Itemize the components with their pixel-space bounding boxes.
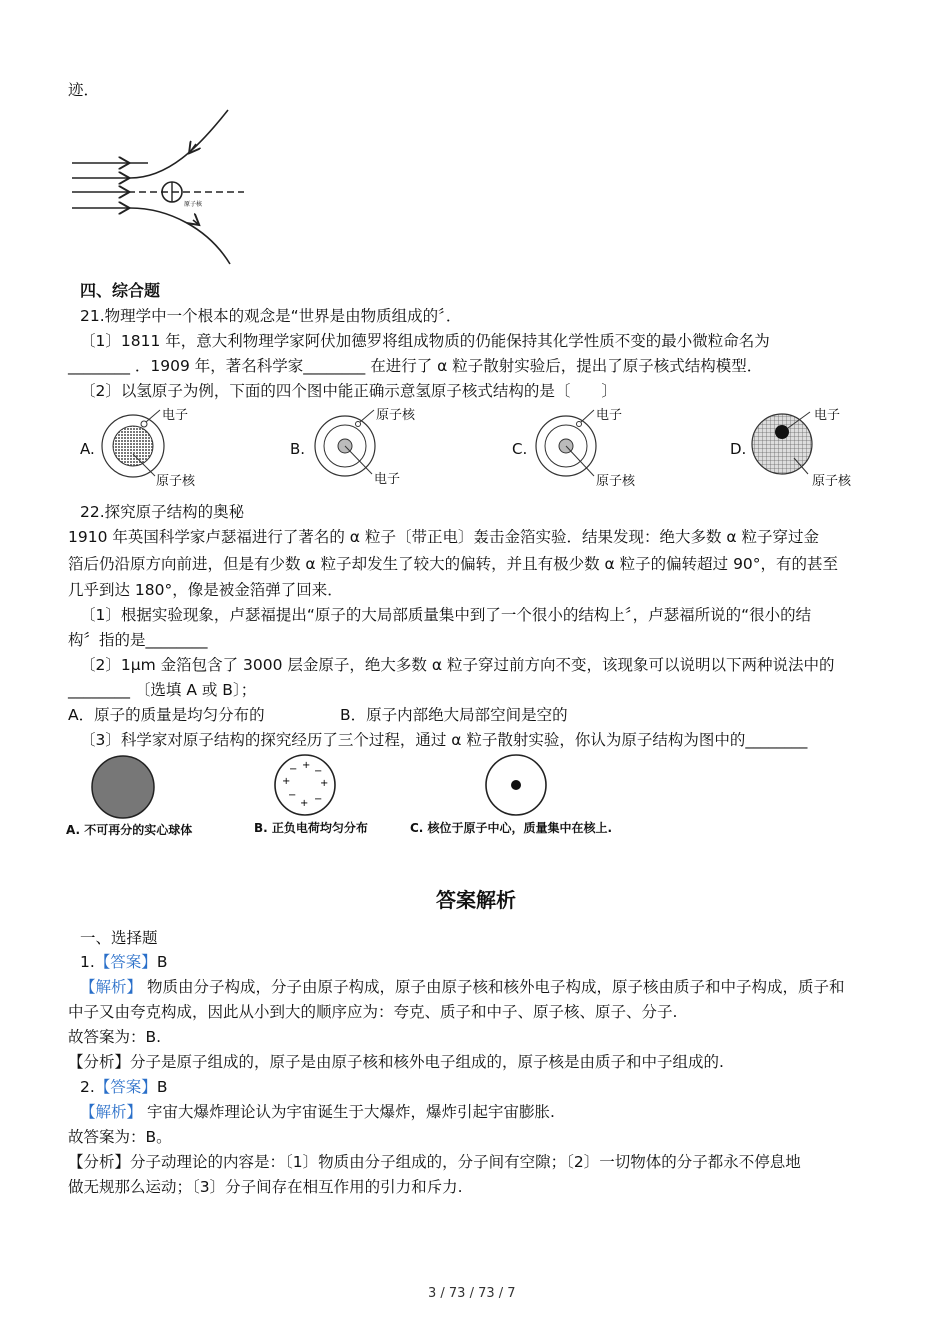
- q22-intro-line2: 箔后仍沿原方向前进，但是有少数 α 粒子却发生了较大的偏转，并且有极少数 α 粒子的偏转超过 90°，有的甚至: [68, 555, 839, 573]
- q22-part2: 〔2〕1μm 金箔包含了 3000 层金原子，绝大多数 α 粒子穿过前方向不变，该现象可以说明以下两种说法中的: [80, 656, 835, 674]
- svg-text:+: +: [282, 776, 291, 787]
- answer-2-fenxi-cont: 做无规那么运动；〔3〕分子间存在相互作用的引力和斥力.: [68, 1178, 463, 1196]
- q22-title: 22.探究原子结构的奥秘: [80, 503, 245, 521]
- answer-1-final: 故答案为：B.: [68, 1028, 162, 1046]
- svg-text:原子核: 原子核: [184, 201, 203, 208]
- model-b-caption: B. 正负电荷均匀分布: [254, 821, 368, 835]
- q22-choice-b: B．原子内部绝大局部空间是空的: [340, 706, 568, 724]
- section-heading: 四、综合题: [80, 281, 161, 300]
- option-c-letter: C.: [512, 440, 528, 458]
- q22-choice-a: A．原子的质量是均匀分布的: [68, 706, 265, 724]
- q22-part1-cont: 构〞指的是________: [68, 631, 208, 649]
- option-a-letter: A.: [80, 440, 95, 458]
- option-d-letter: D.: [730, 440, 747, 458]
- answer-2-final: 故答案为：B。: [68, 1128, 172, 1146]
- model-c-nuclear: [483, 752, 553, 822]
- analysis-tag: 【解析】: [80, 1103, 143, 1121]
- svg-text:−: −: [288, 790, 297, 801]
- option-d-bottom-label: 原子核: [812, 474, 852, 489]
- answer-heading: 答案解析: [436, 888, 516, 912]
- model-a-solid-sphere: [90, 754, 160, 824]
- page-footer: 3 / 73 / 73 / 7: [428, 1286, 516, 1301]
- option-a-bottom-label: 原子核: [156, 474, 196, 489]
- answer-1-analysis-cont: 中子又由夸克构成，因此从小到大的顺序应为：夸克、质子和中子、原子核、原子、分子.: [68, 1003, 678, 1021]
- svg-text:+: +: [302, 760, 311, 771]
- svg-text:+: +: [300, 798, 309, 809]
- answer-1-line: 1.【答案】B: [80, 953, 168, 971]
- q22-part3: 〔3〕科学家对原子结构的探究经历了三个过程，通过 α 粒子散射实验，你认为原子结构为图中的________: [80, 731, 808, 749]
- answer-tag: 【答案】: [94, 953, 157, 971]
- model-b-plum-pudding: [272, 752, 342, 822]
- option-b-bottom-label: 电子: [374, 472, 401, 487]
- answer-tag: 【答案】: [94, 1078, 157, 1096]
- alpha-scattering-diagram: [68, 108, 248, 268]
- option-c-bottom-label: 原子核: [596, 474, 636, 489]
- answer-2-analysis: 【解析】 宇宙大爆炸理论认为宇宙诞生于大爆炸，爆炸引起宇宙膨胀.: [80, 1103, 555, 1121]
- answer-2-line: 2.【答案】B: [80, 1078, 168, 1096]
- option-d-top-label: 电子: [814, 408, 841, 423]
- q21-stem: 21.物理学中一个根本的观念是“世界是由物质组成的〞．: [80, 307, 462, 325]
- answer-section-title: 一、选择题: [80, 929, 158, 947]
- svg-text:−: −: [289, 764, 298, 775]
- svg-text:−: −: [314, 794, 323, 805]
- answer-2-fenxi: 【分析】分子动理论的内容是：〔1〕物质由分子组成的，分子间有空隙；〔2〕一切物体的分子都永不停息地: [68, 1153, 801, 1171]
- model-c-caption: C. 核位于原子中心，质量集中在核上.: [410, 821, 613, 835]
- model-a-caption: A. 不可再分的实心球体: [66, 823, 193, 837]
- option-b-letter: B.: [290, 440, 306, 458]
- top-fragment: 迹．: [68, 81, 100, 99]
- answer-1-fenxi: 【分析】分子是原子组成的，原子是由原子核和核外电子组成的，原子核是由质子和中子组成的.: [68, 1053, 724, 1071]
- q21-part1: 〔1〕1811 年，意大利物理学家阿伏加德罗将组成物质的仍能保持其化学性质不变的最小微粒命名为: [80, 332, 770, 350]
- analysis-tag: 【解析】: [80, 978, 143, 996]
- q22-part1: 〔1〕根据实验现象，卢瑟福提出“原子的大局部质量集中到了一个很小的结构上〞，卢瑟福所说的“很小的结: [80, 606, 812, 624]
- svg-text:+: +: [320, 778, 329, 789]
- q21-part1-cont: ________ ．1909 年，著名科学家________ 在进行了 α 粒子散射实验后，提出了原子核式结构模型．: [68, 357, 763, 375]
- svg-text:−: −: [314, 766, 323, 777]
- option-a-top-label: 电子: [162, 408, 189, 423]
- q21-part2: 〔2〕以氢原子为例，下面的四个图中能正确示意氢原子核式结构的是〔 〕: [80, 382, 617, 400]
- q22-intro-line1: 1910 年英国科学家卢瑟福进行了著名的 α 粒子〔带正电〕轰击金箔实验．结果发现：绝大多数 α 粒子穿过金: [68, 528, 820, 546]
- q22-intro-line3: 几乎到达 180°，像是被金箔弹了回来．: [68, 581, 343, 599]
- option-c-top-label: 电子: [596, 408, 623, 423]
- q22-part2-cont: ________ 〔选填 A 或 B〕；: [68, 681, 257, 699]
- answer-1-analysis: 【解析】 物质由分子构成，分子由原子构成，原子由原子核和核外电子构成，原子核由质子和中子构成，质子和: [80, 978, 845, 996]
- option-b-top-label: 原子核: [376, 408, 416, 423]
